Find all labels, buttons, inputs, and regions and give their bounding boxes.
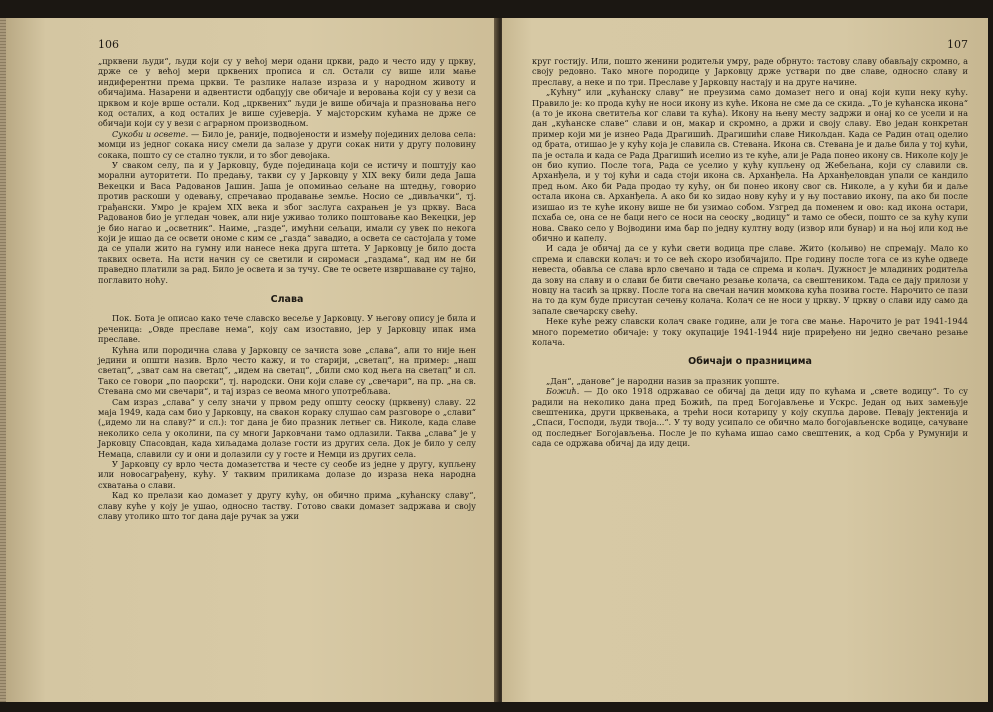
paragraph: Неке куће режу славски колач сваке године, али је тога све мање. Нарочито је рат 1941-1944 много пореметио обичаје: у току окупације 1941-1944 није приређено ни једно свечано резање колача. xyxy=(532,316,968,347)
left-page-number: 106 xyxy=(98,38,119,51)
paragraph: Пок. Бота је описао како тече славско весеље у Јарковцу. У његову опису је била и реченица: „Овде преславе нема“, коју сам изоставио, јер у Јарковцу ипак има преславе. xyxy=(98,313,476,345)
paragraph-lead: Сукоби и освете. xyxy=(112,128,189,139)
left-page-text xyxy=(98,56,476,521)
paragraph: И сада је обичај да се у кући свети водица пре славе. Жито (кољиво) не спремају. Мало ко спрема и славски колач: и то се већ скоро изобичајило. Пре годину после тога се из куће одведе невеста, обавља се слава врло свечано и тада се спрема и колач. Дужност је младиних родитеља да зову на славу и о слави бе бити свечано резање колача, са свештеником. Тада се дају прилози у новцу на тасић за цркву. После тога на свечан начин момкова кућа позива госте. Нарочито се пази на то да кум буде присутан сечењу колача. Колач се не носи у цркву. У цркву о слави иду само да запале свечарску свећу. xyxy=(532,243,968,316)
paragraph xyxy=(98,129,476,160)
paragraph-lead: Божић. xyxy=(546,386,580,397)
paragraph: Кад ко прелази као домазет у другу кућу, он обично прима „кућанску славу“, славу куће у коју је ушао, односно таству. Готово сваки домазет задржава и своју славу утолико што тог дана даје ручак за ужи xyxy=(98,490,476,522)
paragraph xyxy=(532,386,968,448)
paragraph: У сваком селу, па и у Јарковцу, буде појединаца који се истичу и поштују као морални ауторитети. По предању, такви су у Јарковцу у XIX веку били деда Јаша Векецки и Васа Радованов Јашин. Јаша је опомињао сељане на штедњу, говорио против раскоши у одевању, спречавао продавање земље. Носио се „дивљачки“, тј. грађански. Умро је крајем XIX века и због заслуга сахрањен је уз цркву. Васа Радованов био је угледан човек, али није уживао толико поштовање као Векецки, јер је био нагао и „осветник“. Наиме, „газде“, имућни сељаци, имали су увек по некога који је ишао да се освети ономе с ким се „газда“ завадио, а освета се састојала у томе да се упали жито на гумну или нанесе нека друга штета. У Јарковцу је било доста таквих освета. На исти начин су се светили и сиромаси „газдама“, кад им не би праведно платили за рад. Било је освета и за тучу. Све те освете извршаване су тајно, поглавито ноћу. xyxy=(98,160,476,285)
paragraph: „црквени људи“, људи који су у већој мери одани цркви, радо и често иду у цркву, држе се у већој мери црквених прописа и сл. Остали су више или мање индиферентни према цркви. Те разлике налазе израза и у народном животу и обичајима. Назарени и адвентисти одбацују све обичаје и веровања који су у вези са црквом и које врше остали. Код „црквених“ људи је више обичаја и празновања него код осталих, а код осталих је више сујеверја. У мајсторским кућама не држе се обичаји који су у вези с аграрном производњом. xyxy=(98,56,476,129)
paragraph: „Кућну“ или „кућанску славу“ не преузима само домазет него и онај који купи неку кућу. Правило је: ко прода кућу не носи икону из куће. Икона не сме да се скида. „То је кућанска икона“ (а то је икона светитеља ког слави та кућа). Икону на њену месту задржи и онај ко се усели и на дан „кућанске славе“ слави и он, макар и скромно, а држи и своју славу. Ево један конкретан пример који ми је изнео Рада Драгишић. Драгишићи славе Никољдан. Када се Радин отац оделио од брата, отишао је у кућу која је славила св. Стевана. Икона св. Стевана је и даље била у тој кући, па је остала и када се Рада Драгишић иселио из те куће, али је Рада понео икону св. Николе коју је он био купио. После тога, Рада се уселио у кућу купљену од Жебељана, који су славили св. Арханђела, и у тој кући и сада стоји икона св. Арханђела. На Арханђеловдан упали се кандило пред њом. Ако би Рада продао ту кућу, он би понео икону свог св. Николе, а у кући би и даље остала икона св. Арханђела. А ако би ко зидао нову кућу и у њу поставио икону, па ако би после изишао из те куће икону више не би узимао собом. Узгред да поменем и ово: кад икона остари, псхаба се, она се не баци него се носи на сеоску „водицу“ и тамо се обеси, пошто се за кућу купи нова. Свако село у Војводини има бар по једну култну воду (извор или бунар) и на њој или код ње обично и капелу. xyxy=(532,87,968,243)
section-heading: Обичаји о празницима xyxy=(688,356,812,368)
paragraph: круг гостију. Или, пошто женини родитељи умру, раде обрнуто: тастову славу обављају скромно, а своју редовно. Тако многе породице у Јарковцу држе уствари по две славе, односно славу и преславу, а неке и по три. Преславе у Јарковцу настају и на друге начине. xyxy=(532,56,968,87)
section-heading: Слава xyxy=(270,293,304,305)
right-page xyxy=(502,18,988,702)
paragraph: „Дан“, „данове“ је народни назив за празник уопште. xyxy=(546,375,780,386)
right-page-text xyxy=(532,56,968,449)
paragraph: Сам израз „слава“ у селу значи у првом реду општу сеоску (црквену) славу. 22 маја 1949, када сам био у Јарковцу, на свакон кораку слушао сам разговоре о „слави“ („идемо ли на славу?“ и сл.): тог дана је био празник летњег св. Николе, када славе неколико села у околини, па су многи Јарковчани тамо одлазили. Таква „слава“ је у Јарковцу Спасовдан, када хиљадама долазе гости из других села. Док је било у селу Немаца, славили су и они и долазили су у госте и Немци из других села. xyxy=(98,396,476,459)
left-page xyxy=(6,18,498,702)
paragraph-body: — До око 1918 одржавао се обичај да деци иду по кућама и „свете водицу“. То су радили на неколико дана пред Божић, па пред Богојављење и Ускрс. Један од њих замењује свештеника, други црквењака, а трећи носи котарицу у коју скупља дарове. Певају јектенија и „Спаси, Господи, људи твоја...“. У ту воду усипало се обично мало богојављенске водице, сачуване од последњег Богојављења. После је по кућама ишао само свештеник, а код Срба у Румунији и сада се одржава обичај да иду деци. xyxy=(532,386,968,449)
paragraph: У Јарковцу су врло честа домазетства и честе су сеобе из једне у другу, купљену или новосаграђену, кућу. У таквим приликама долазе до израза нека народна схватања о слави. xyxy=(98,459,476,490)
paragraph: Кућна или породична слава у Јарковцу се зачиста зове „слава“, али то није њен једини и општи назив. Врло често кажу, и то старији, „светац“, на пример: „наш светац“, „зват сам на светац“, „идем на светац“, „били смо код њега на светац“ и сл. Тако се говори „по паорски“, тј. народски. Они који славе су „свечари“, на пр. „на св. Стевана смо ми свечари“, и тај израз се веома много употребљава. xyxy=(98,344,476,397)
right-page-number: 107 xyxy=(947,38,968,51)
paragraph-body: — Било је, раније, подвојености и између појединих делова села: момци из једног сокака нису смели да залазе у други сокак нити у другу половину сокака, пошто су се стално тукли, и то због девојака. xyxy=(98,128,477,160)
